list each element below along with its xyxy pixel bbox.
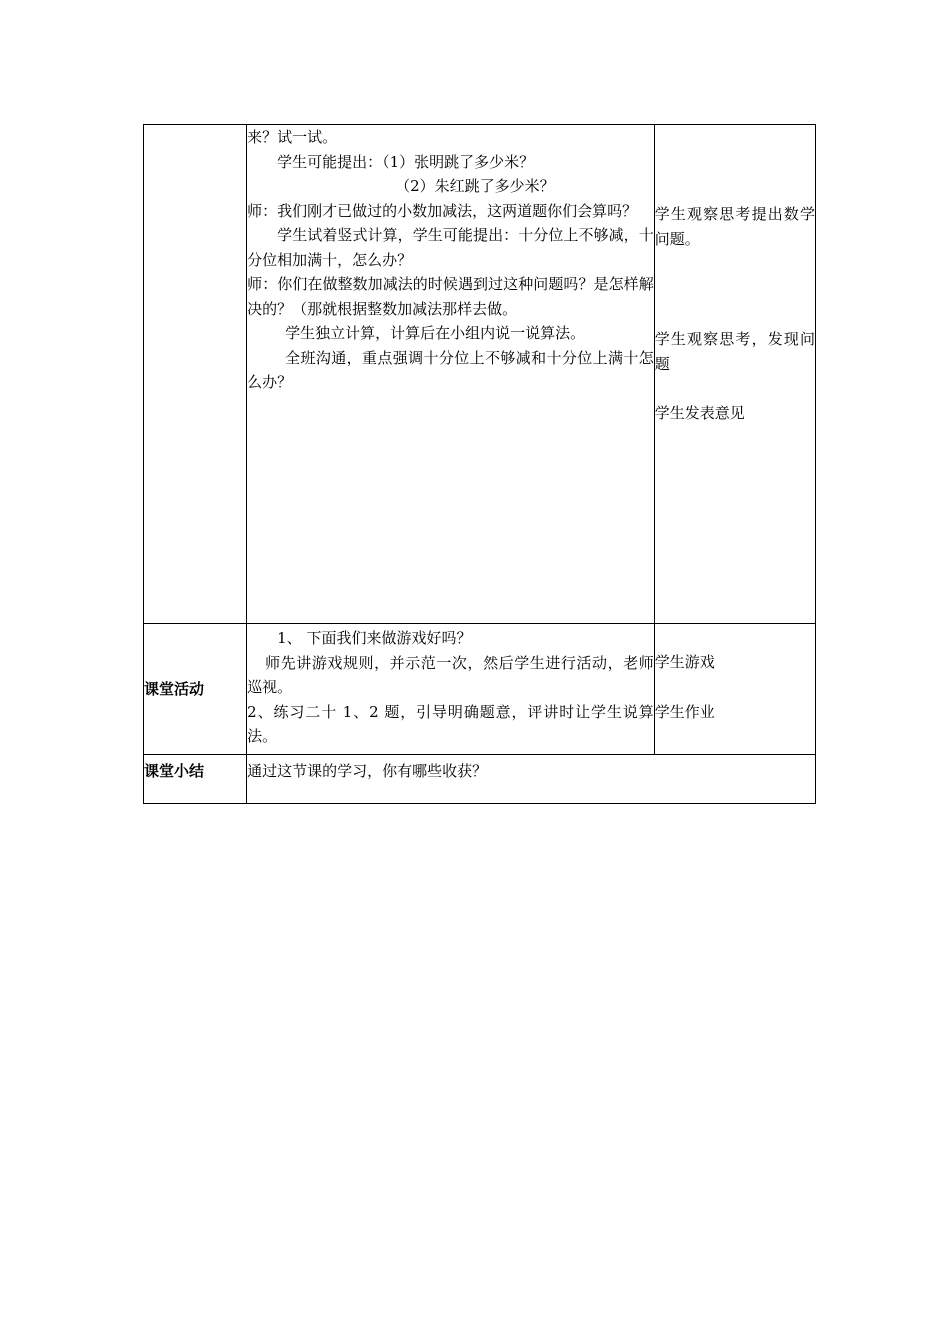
row-label-summary: 课堂小结 — [144, 755, 247, 804]
text-line: 2、练习二十 1、2 题，引导明确题意，评讲时让学生说算法。 — [247, 702, 654, 745]
text-line: 通过这节课的学习，你有哪些收获？ — [247, 762, 488, 780]
text-line: 师：你们在做整数加减法的时候遇到过这种问题吗？是怎样解决的？（那就根据整数加减法那样去做。 — [247, 275, 654, 318]
text-line: 学生试着竖式计算，学生可能提出：十分位上不够减，十分位相加满十，怎么办？ — [247, 226, 654, 269]
table-row-activity — [144, 624, 816, 755]
text-line: 来？试一试。 — [247, 128, 338, 146]
text-line: （2）朱红跳了多少米？ — [395, 177, 555, 195]
note-text: 学生发表意见 — [654, 404, 745, 422]
summary-content — [247, 755, 816, 804]
note-text: 学生观察思考，发现问题 — [654, 330, 815, 373]
process-content — [247, 125, 655, 624]
row-label-activity: 课堂活动 — [144, 624, 247, 755]
note-text: 学生观察思考提出数学问题。 — [654, 205, 815, 248]
table-row-process — [144, 125, 816, 624]
text-line: 学生可能提出：（1）张明跳了多少米？ — [277, 152, 535, 171]
activity-content — [247, 624, 655, 755]
text-line: 全班沟通，重点强调十分位上不够减和十分位上满十怎么办？ — [247, 348, 654, 391]
row-label-empty — [144, 125, 247, 624]
note-text: 学生游戏 — [654, 653, 715, 671]
text-line: 师先讲游戏规则，并示范一次，然后学生进行活动，老师巡视。 — [247, 653, 654, 696]
table-row-summary — [144, 755, 816, 804]
process-notes — [654, 125, 815, 624]
note-text: 学生作业 — [654, 702, 715, 721]
activity-notes — [654, 624, 815, 755]
text-line: 师：我们刚才已做过的小数加减法，这两道题你们会算吗？ — [247, 201, 638, 220]
lesson-plan-table — [143, 124, 816, 804]
text-line: 学生独立计算，计算后在小组内说一说算法。 — [285, 324, 586, 342]
text-line: 1、 下面我们来做游戏好吗？ — [277, 629, 472, 647]
